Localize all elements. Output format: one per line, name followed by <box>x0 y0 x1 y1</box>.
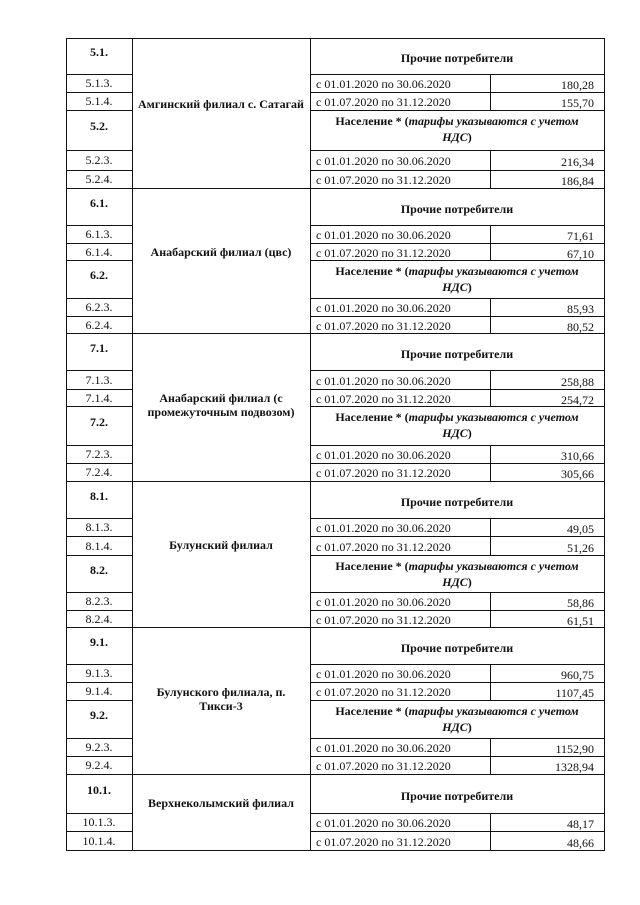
row-number: 7.2. <box>90 414 108 429</box>
row-number: 8.2.3. <box>85 594 113 608</box>
table-border <box>604 774 605 850</box>
row-number: 10.1.3. <box>82 815 116 829</box>
row-number: 6.1.4. <box>85 244 113 259</box>
table-border <box>310 813 605 814</box>
table-border <box>604 38 605 188</box>
tariff-value: 48,66 <box>567 835 594 850</box>
row-number: 10.1. <box>87 782 111 797</box>
period-text: с 01.01.2020 по 30.06.2020 <box>316 595 451 609</box>
table-border <box>66 481 605 482</box>
table-border <box>66 298 132 299</box>
table-border <box>66 110 132 111</box>
header-text: Население * ( <box>335 704 409 718</box>
header-close: ) <box>467 280 472 294</box>
table-border <box>490 150 491 170</box>
table-border <box>310 850 605 851</box>
period-text: с 01.07.2020 по 31.12.2020 <box>316 318 451 333</box>
row-number: 10.1.4. <box>82 833 116 848</box>
table-border <box>310 316 605 317</box>
tariff-value: 1107,45 <box>555 686 594 700</box>
table-border <box>310 682 605 683</box>
row-number: 8.1. <box>90 488 108 503</box>
table-border <box>132 481 133 627</box>
row-number: 6.2.3. <box>85 300 113 314</box>
header-note: тарифы указываются с учетом <box>408 559 579 573</box>
table-border <box>310 700 605 701</box>
row-number: 9.1.4. <box>85 684 113 698</box>
tariff-value: 155,70 <box>561 96 594 110</box>
table-border <box>490 389 491 406</box>
period-text: с 01.07.2020 по 31.12.2020 <box>316 245 451 260</box>
row-number: 9.1. <box>90 634 108 649</box>
row-number: 9.2.3. <box>85 740 113 754</box>
row-number: 5.2.4. <box>85 172 113 186</box>
table-border <box>490 813 491 831</box>
period-text: с 01.07.2020 по 31.12.2020 <box>316 539 451 554</box>
group-header: Прочие потребители <box>400 788 514 803</box>
filial-name: Амгинский филиал с. Сатагай <box>138 97 304 111</box>
table-border <box>66 738 132 739</box>
header-text: Население * ( <box>335 264 409 278</box>
table-border <box>66 170 132 171</box>
period-text: с 01.07.2020 по 31.12.2020 <box>316 685 451 699</box>
table-border <box>66 225 132 226</box>
table-border <box>490 664 491 682</box>
table-border <box>310 445 605 446</box>
tariff-value: 960,75 <box>561 668 594 682</box>
row-number: 9.1.3. <box>85 666 113 680</box>
period-text: с 01.01.2020 по 30.06.2020 <box>316 448 451 462</box>
group-header: Прочие потребители <box>400 51 514 65</box>
table-border <box>66 406 132 407</box>
table-border <box>310 774 311 850</box>
row-number: 7.2.4. <box>85 465 113 479</box>
table-border <box>66 445 132 446</box>
period-text: с 01.07.2020 по 31.12.2020 <box>316 834 451 849</box>
table-border <box>132 188 133 333</box>
row-number: 6.1.3. <box>85 227 113 241</box>
tariff-value: 254,72 <box>561 392 594 407</box>
header-note-vat: НДС <box>442 720 468 734</box>
group-header <box>314 558 600 591</box>
table-border <box>310 592 605 593</box>
period-text: с 01.07.2020 по 31.12.2020 <box>316 391 451 406</box>
filial-name: Анабарский филиал (цвс) <box>150 244 292 259</box>
table-border <box>66 150 132 151</box>
header-text: Население * ( <box>335 559 409 573</box>
tariff-value: 216,34 <box>561 155 594 169</box>
filial-name: Булунского филиала, п. Тикси-3 <box>156 684 286 713</box>
tariff-value: 1328,94 <box>555 760 594 774</box>
table-border <box>310 831 605 832</box>
header-note-vat: НДС <box>442 575 468 589</box>
table-border <box>604 481 605 627</box>
row-number: 8.2.4. <box>85 611 113 626</box>
table-border <box>66 38 605 39</box>
table-border <box>66 774 605 775</box>
period-text: с 01.01.2020 по 30.06.2020 <box>316 301 451 315</box>
header-close: ) <box>467 720 472 734</box>
table-border <box>66 664 132 665</box>
table-border <box>132 333 133 481</box>
row-number: 8.1.4. <box>85 538 113 553</box>
table-border <box>66 536 132 537</box>
period-text: с 01.01.2020 по 30.06.2020 <box>316 154 451 168</box>
table-border <box>490 592 491 610</box>
tariff-value: 310,66 <box>561 449 594 463</box>
table-border <box>66 370 132 371</box>
period-text: с 01.07.2020 по 31.12.2020 <box>316 612 451 627</box>
tariff-value: 258,88 <box>561 374 594 389</box>
row-number: 7.1.3. <box>85 372 113 387</box>
table-border <box>66 831 132 832</box>
row-number: 5.1. <box>90 45 108 59</box>
table-border <box>66 333 605 334</box>
table-border <box>310 243 605 244</box>
table-border <box>490 610 491 627</box>
table-border <box>66 850 132 851</box>
row-number: 5.2.3. <box>85 153 113 167</box>
table-border <box>490 536 491 555</box>
tariff-value: 51,26 <box>567 540 594 555</box>
table-border <box>66 555 132 556</box>
table-border <box>66 627 605 628</box>
table-border <box>490 445 491 463</box>
row-number: 7.1.4. <box>85 390 113 405</box>
period-text: с 01.07.2020 по 31.12.2020 <box>316 466 451 480</box>
table-border <box>604 333 605 481</box>
table-border <box>66 92 132 93</box>
row-number: 9.2. <box>90 708 108 722</box>
row-number: 5.1.3. <box>85 76 113 90</box>
header-close: ) <box>467 575 472 589</box>
row-number: 9.2.4. <box>85 758 113 772</box>
table-border <box>66 518 132 519</box>
filial-name: Булунский филиал <box>169 538 273 552</box>
period-text: с 01.01.2020 по 30.06.2020 <box>316 77 451 91</box>
table-border <box>66 592 132 593</box>
table-border <box>66 813 132 814</box>
table-border <box>310 150 605 151</box>
filial-name: Верхнеколымский филиал <box>148 796 294 810</box>
table-border <box>310 664 605 665</box>
table-border <box>490 682 491 700</box>
tariff-value: 80,52 <box>567 319 594 334</box>
table-border <box>310 225 605 226</box>
table-border <box>66 682 132 683</box>
group-header: Прочие потребители <box>400 346 514 361</box>
table-border <box>490 74 491 92</box>
period-text: с 01.07.2020 по 31.12.2020 <box>316 95 451 109</box>
table-border <box>66 756 132 757</box>
header-text: Население * ( <box>335 410 409 424</box>
tariff-value: 186,84 <box>561 174 594 188</box>
table-border <box>132 38 133 188</box>
period-text: с 01.07.2020 по 31.12.2020 <box>316 759 451 773</box>
tariff-value: 71,61 <box>567 229 594 243</box>
period-text: с 01.01.2020 по 30.06.2020 <box>316 667 451 681</box>
table-border <box>310 518 605 519</box>
table-border <box>490 738 491 756</box>
row-number: 8.1.3. <box>85 520 113 534</box>
tariff-value: 305,66 <box>561 467 594 481</box>
filial-name: Анабарский филиал (с промежуточным подвозом) <box>147 391 295 419</box>
table-border <box>310 110 605 111</box>
header-close: ) <box>467 130 472 144</box>
row-number: 7.1. <box>90 340 108 355</box>
table-border <box>490 370 491 389</box>
row-number: 6.1. <box>90 195 108 210</box>
table-border <box>490 92 491 110</box>
group-header <box>314 113 600 149</box>
table-border <box>490 225 491 243</box>
tariff-value: 58,86 <box>567 596 594 610</box>
table-border <box>490 756 491 774</box>
table-border <box>490 243 491 260</box>
row-number: 8.2. <box>90 562 108 577</box>
period-text: с 01.01.2020 по 30.06.2020 <box>316 521 451 535</box>
row-number: 6.2. <box>90 268 108 282</box>
table-border <box>490 316 491 333</box>
header-note: тарифы указываются с учетом <box>408 410 579 424</box>
header-note: тарифы указываются с учетом <box>408 264 579 278</box>
tariff-value: 61,51 <box>567 613 594 628</box>
tariff-value: 180,28 <box>561 78 594 92</box>
header-note-vat: НДС <box>442 426 468 440</box>
row-number: 5.1.4. <box>85 94 113 108</box>
period-text: с 01.01.2020 по 30.06.2020 <box>316 816 451 830</box>
tariff-value: 1152,90 <box>555 742 594 756</box>
period-text: с 01.07.2020 по 31.12.2020 <box>316 173 451 187</box>
group-header <box>314 263 600 297</box>
table-border <box>66 700 132 701</box>
table-border <box>310 536 605 537</box>
table-border <box>490 298 491 316</box>
table-border <box>310 738 605 739</box>
group-header: Прочие потребители <box>400 494 514 509</box>
table-border <box>66 188 605 189</box>
table-border <box>490 831 491 850</box>
tariff-value: 67,10 <box>567 246 594 261</box>
header-note-vat: НДС <box>442 130 468 144</box>
period-text: с 01.01.2020 по 30.06.2020 <box>316 228 451 242</box>
table-border <box>132 774 133 850</box>
period-text: с 01.01.2020 по 30.06.2020 <box>316 373 451 388</box>
group-header <box>314 409 600 444</box>
group-header: Прочие потребители <box>400 201 514 216</box>
table-border <box>490 170 491 188</box>
table-border <box>310 389 605 390</box>
tariff-value: 49,05 <box>567 522 594 536</box>
table-border <box>310 610 605 611</box>
table-border <box>490 463 491 481</box>
row-number: 5.2. <box>90 119 108 133</box>
table-border <box>310 92 605 93</box>
table-border <box>310 74 605 75</box>
row-number: 6.2.4. <box>85 317 113 332</box>
table-border <box>310 555 605 556</box>
group-header: Прочие потребители <box>400 640 514 655</box>
table-border <box>310 298 605 299</box>
table-border <box>66 74 132 75</box>
table-border <box>490 518 491 536</box>
table-border <box>66 260 132 261</box>
table-border <box>310 370 605 371</box>
header-note: тарифы указываются с учетом <box>408 704 579 718</box>
period-text: с 01.01.2020 по 30.06.2020 <box>316 741 451 755</box>
header-close: ) <box>467 426 472 440</box>
tariff-value: 85,93 <box>567 302 594 316</box>
group-header <box>314 703 600 737</box>
table-border <box>66 463 132 464</box>
table-border <box>310 756 605 757</box>
table-border <box>310 463 605 464</box>
table-border <box>132 627 133 774</box>
header-note: тарифы указываются с учетом <box>408 114 579 128</box>
tariff-value: 48,17 <box>567 817 594 831</box>
header-note-vat: НДС <box>442 280 468 294</box>
table-border <box>310 170 605 171</box>
row-number: 7.2.3. <box>85 447 113 461</box>
header-text: Население * ( <box>335 114 409 128</box>
